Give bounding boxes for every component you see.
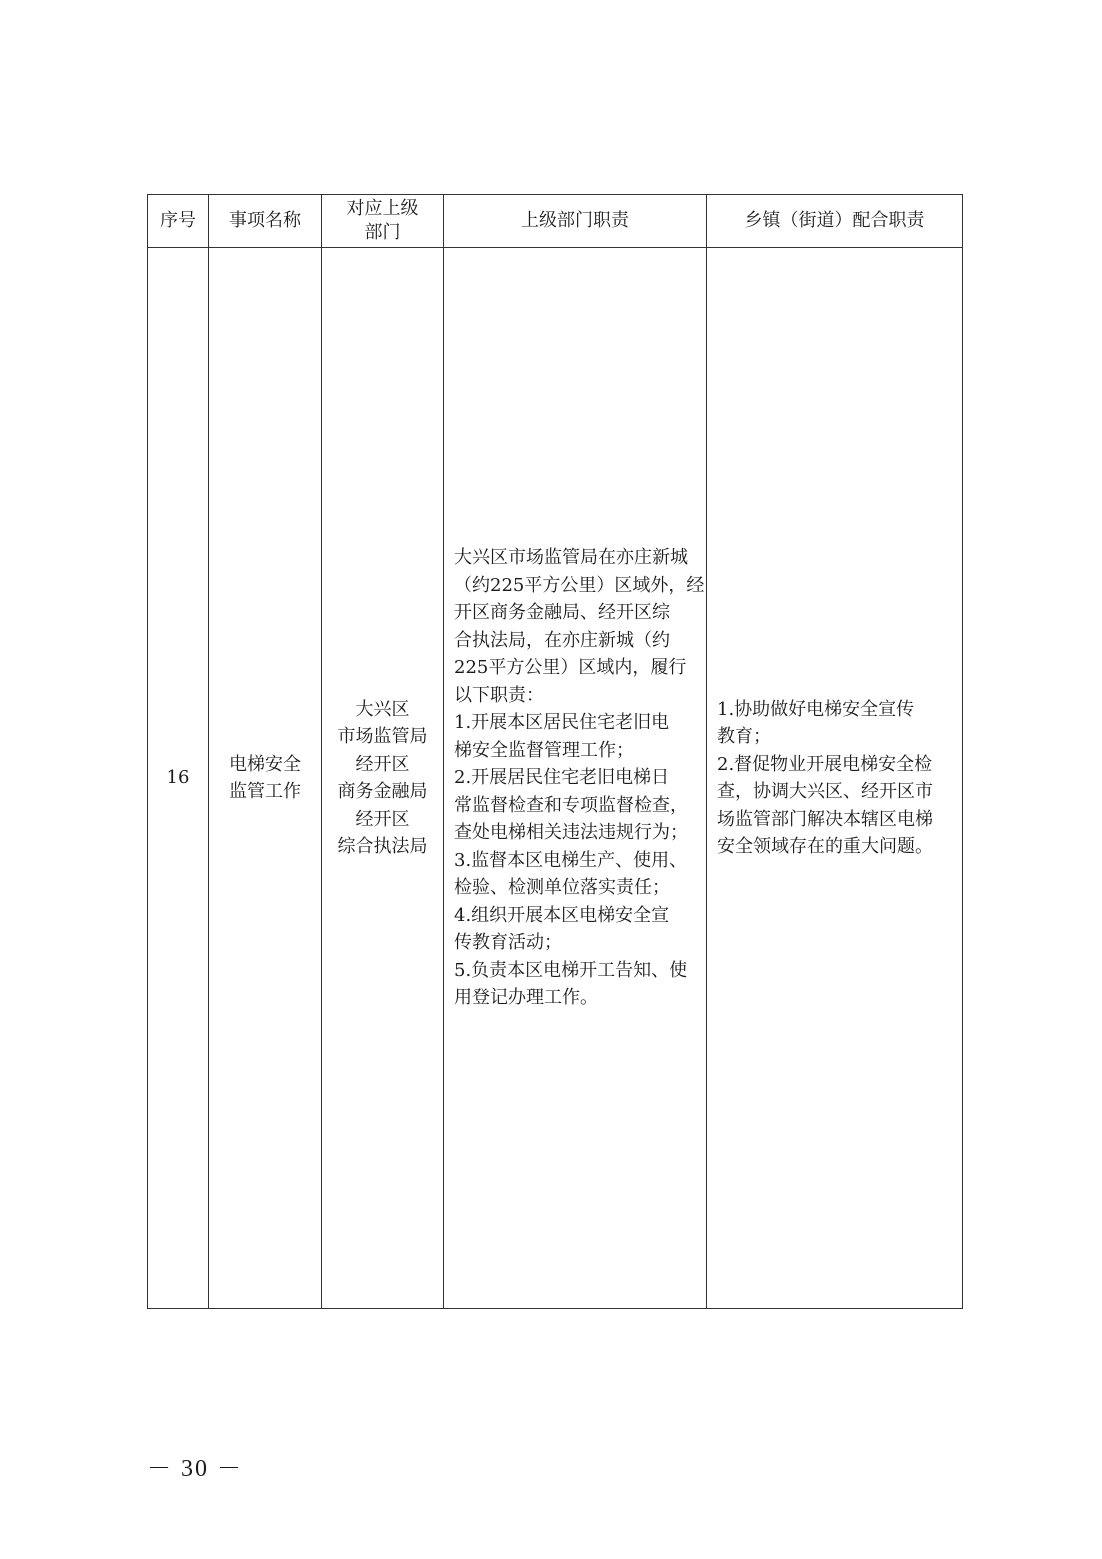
page-number: － 30 － — [147, 1456, 243, 1482]
header-superior-department: 对应上级 部门 — [322, 195, 444, 248]
cell-township-duties: 1.协助做好电梯安全宣传 教育； 2.督促物业开展电梯安全检 查，协调大兴区、经开区市 场监管部门解决本辖区电梯 安全领域存在的重大问题。 — [707, 248, 963, 1309]
header-item-name: 事项名称 — [209, 195, 322, 248]
table-header-row — [148, 195, 963, 248]
header-superior-duties: 上级部门职责 — [444, 195, 707, 248]
table-row — [148, 248, 963, 1309]
header-township-duties: 乡镇（街道）配合职责 — [707, 195, 963, 248]
duty-table — [147, 194, 963, 1309]
header-index: 序号 — [148, 195, 209, 248]
cell-departments: 大兴区 市场监管局 经开区 商务金融局 经开区 综合执法局 — [322, 248, 444, 1309]
cell-item-name: 电梯安全 监管工作 — [209, 248, 322, 1309]
cell-superior-duties: 大兴区市场监管局在亦庄新城 （约225平方公里）区域外，经 开区商务金融局、经开区综 合执法局，在亦庄新城（约 225平方公里）区域内，履行 以下职责： 1.开展本区居民住宅老旧电 梯安全监督管理工作； 2.开展居民住宅老旧电梯日 常监督检查和专项监督检查， 查处电梯相关违法违规行为； 3.监督本区电梯生产、使用、 检验、检测单位落实责任； 4.组织开展本区电梯安全宣 传教育活动； 5.负责本区电梯开工告知、使 用登记办理工作。 — [444, 248, 707, 1309]
cell-index: 16 — [148, 248, 209, 1309]
